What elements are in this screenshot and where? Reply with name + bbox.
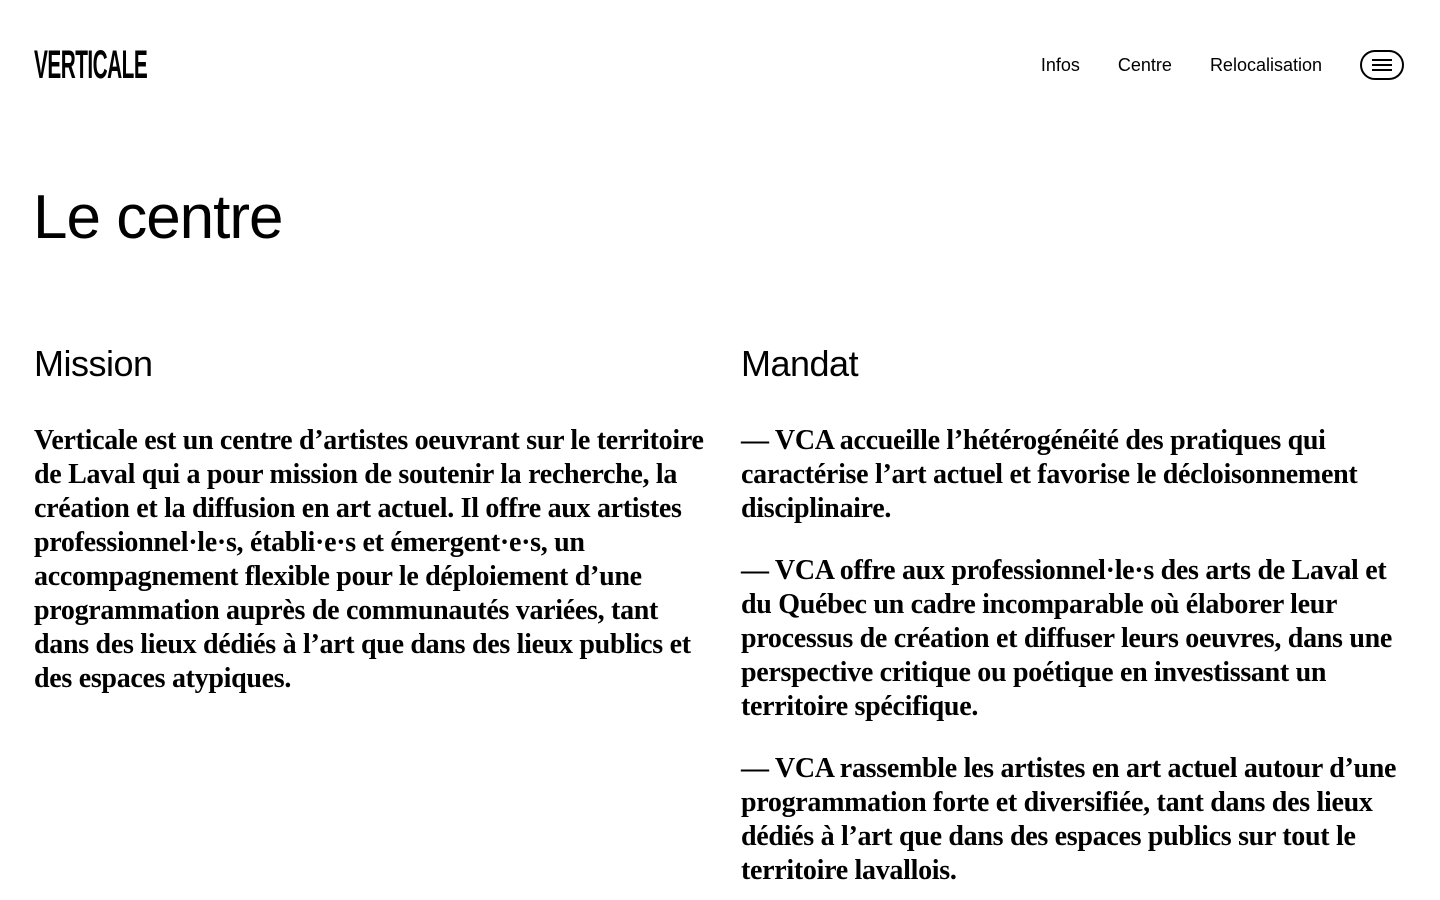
mandat-item: — VCA offre aux professionnel·le·s des arts de Laval et du Québec un cadre incomparable où élaborer leur processus de création et diffuser leurs oeuvres, dans une perspective critique ou poétique en investissant un territoire spécifique. [741,555,1393,722]
nav-link-centre[interactable]: Centre [1117,55,1172,75]
main-nav [1041,48,1404,82]
mandat-heading: Mandat [741,343,859,384]
mission-text: Verticale est un centre d’artistes oeuvrant sur le territoire de Laval qui a pour mission de soutenir la recherche, la création et la diffusion en art actuel. Il offre aux artistes professionnel·le·s, établi·e·s et émergent·e·s, un accompagnement flexible pour le déploiement d’une programmation auprès de communautés variées, tant dans des lieux dédiés à l’art que dans des lieux publics et des espaces atypiques. [34,425,704,694]
mandat-item: — VCA accueille l’hétérogénéité des pratiques qui caractérise l’art actuel et favorise le décloisonnement disciplinaire. [741,425,1358,524]
site-logo[interactable]: VERTICALE [34,43,148,87]
mandat-section [741,340,1406,888]
nav-link-infos[interactable]: Infos [1040,55,1080,75]
menu-button[interactable] [1360,50,1404,80]
nav-link-relocalisation[interactable]: Relocalisation [1209,55,1322,75]
mission-heading: Mission [34,343,153,384]
mission-section [34,340,704,696]
hamburger-menu-icon [1372,59,1392,61]
site-header [0,0,1440,130]
mandat-item: — VCA rassemble les artistes en art actuel autour d’une programmation forte et diversifiée, tant dans des lieux dédiés à l’art que dans des espaces publics sur tout le territoire lavallois. [741,753,1397,886]
page-title: Le centre [33,183,283,252]
